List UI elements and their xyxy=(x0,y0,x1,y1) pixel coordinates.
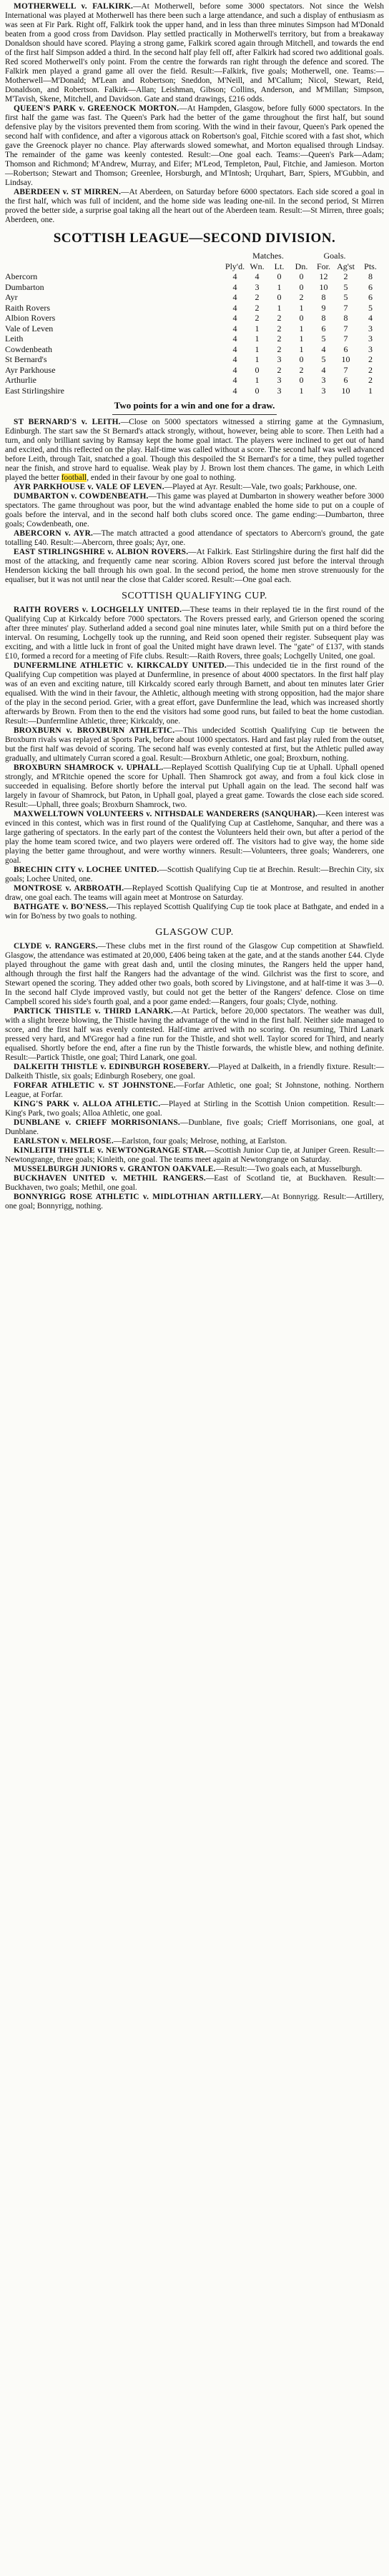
match-report-body: —Played at Ayr. Result:—Vale, two goals; Parkhouse, one. xyxy=(164,483,358,491)
stat-cell: 8 xyxy=(321,292,326,302)
stat-cell: 4 xyxy=(321,364,326,375)
stat-cell: 5 xyxy=(321,354,326,364)
league-row xyxy=(5,375,384,386)
col-played: Ply'd. xyxy=(225,261,245,271)
stat-cell: 4 xyxy=(232,354,237,364)
divider xyxy=(112,414,277,415)
col-lost: Lt. xyxy=(274,261,285,271)
stat-cell: 5 xyxy=(343,281,348,292)
stat-cell: 4 xyxy=(255,271,260,281)
match-report-body: —Close on 5000 spectators witnessed a stirring game at the Gymnasium, Edinburgh. The start saw the St Bernard's attack strongly, without, however, being able to score. Then Leith had a turn, and only brilliant saving by Ramsay kept the home goal intact. The players were inclined to get out of hand and excited, and this reflected on the play. Half-time was called without a score. The second half was well advanced before Leith, through Tait, snatched a goal. Though this despoiled the St Bernard's for a time, they pulled together near the finish, and strove hard to equalise. Weak play by J. Brown lost them chances. The game, in which Leith played the better xyxy=(5,418,385,482)
points-note: Two points for a win and one for a draw. xyxy=(114,400,275,411)
stat-cell: 7 xyxy=(343,323,348,334)
second-reports xyxy=(5,418,384,585)
match-report-tail: , ended in their favour by one goal to nothing. xyxy=(87,473,237,482)
match-report xyxy=(5,1081,384,1100)
stat-cell: 0 xyxy=(299,375,304,385)
match-report-body: —The match attracted a good attendance of spectators to Abercorn's ground, the gate totalling £40. Result:—Abercorn, three goals; Ayr, one. xyxy=(5,529,384,547)
stat-cell: 1 xyxy=(255,323,260,334)
match-report-heading: QUEEN'S PARK v. GREENOCK MORTON. xyxy=(14,104,179,113)
match-report-heading: RAITH ROVERS v. LOCHGELLY UNITED. xyxy=(14,606,182,614)
stat-cell: 0 xyxy=(255,364,260,375)
match-report-heading: BUCKHAVEN UNITED v. METHIL RANGERS. xyxy=(14,1174,206,1183)
match-report-body: —This undecided tie in the first round of the Qualifying Cup competition was played at Dunfermline, in presence of about 4000 spectators. In the first half play was of an even and exciting nature, till Kirkcaldy scored early through Barnett, and about ten minutes later Grier equalised. With the wind in their favour, the Athletic, although meeting with strong opposition, had the major share of the play in the second period. Grier, with a great effort, gave Dunfermline the lead, which was increased shortly afterwards by Brown. From then to the end the visitors had some good runs, but failed to beat the home custodian. Result:—Dunfermline Athletic, three; Kirkcaldy, one. xyxy=(5,661,384,726)
match-report-heading: MONTROSE v. ARBROATH. xyxy=(14,884,124,893)
match-report xyxy=(5,529,384,548)
match-report-body: —Earlston, four goals; Melrose, nothing, at Earlston. xyxy=(113,1137,287,1146)
stat-cell: 1 xyxy=(368,385,373,396)
match-report-heading: MOTHERWELL v. FALKIRK. xyxy=(14,2,134,11)
stat-cell: 5 xyxy=(343,292,348,302)
team-name: St Bernard's xyxy=(5,354,47,364)
stat-cell: 1 xyxy=(299,334,304,344)
team-name: Ayr Parkhouse xyxy=(5,364,56,375)
stat-cell: 1 xyxy=(255,344,260,354)
stat-cell: 2 xyxy=(368,354,373,364)
match-report-heading: MAXWELLTOWN VOLUNTEERS v. NITHSDALE WANDERERS (SANQUHAR). xyxy=(14,810,317,818)
match-report-body: —Replayed Scottish Qualifying Cup tie at Montrose, and resulted in another draw, one goal each. The teams will again meet at Montrose on Saturday. xyxy=(5,884,384,902)
match-report xyxy=(5,492,384,529)
league-table-title: SCOTTISH LEAGUE—SECOND DIVISION. xyxy=(53,231,336,246)
stat-cell: 8 xyxy=(343,313,348,323)
match-report-body: —Keen interest was evinced in this contest, which was in first round of the Qualifying Cup at Castlehome, Sanquhar, and there was a large gathering of spectators. In the early part of the contest the Volunteers held their own, but after a period of the play the home team scored twice, and two players were ordered off. The visitors had to give way, the home side playing the better game throughout, and were worthy winners. Result:—Volunteers, three goals; Wanderers, one goal. xyxy=(5,810,384,865)
stat-cell: 8 xyxy=(368,271,373,281)
match-report xyxy=(5,726,384,763)
stat-cell: 4 xyxy=(368,313,373,323)
stat-cell: 0 xyxy=(255,385,260,396)
team-name: Ayr xyxy=(5,292,18,302)
stat-cell: 1 xyxy=(255,334,260,344)
league-table-group-header xyxy=(5,251,384,261)
col-drawn: Dn. xyxy=(295,261,308,271)
goals-header: Goals. xyxy=(323,251,346,261)
match-report-body: —East of Scotland tie, at Buckhaven. Result:—Buckhaven, two goals; Methil, one goal. xyxy=(5,1174,384,1192)
match-report xyxy=(5,104,384,188)
matches-header: Matches. xyxy=(252,251,284,261)
match-report-body: —Forfar Athletic, one goal; St Johnstone, nothing. Northern League, at Forfar. xyxy=(5,1081,384,1099)
stat-cell: 10 xyxy=(341,385,350,396)
stat-cell: 0 xyxy=(299,281,304,292)
match-report-body: —Scottish Qualifying Cup tie at Brechin. Result:—Brechin City, six goals; Lochee United, one. xyxy=(5,866,384,883)
league-row xyxy=(5,282,384,293)
stat-cell: 4 xyxy=(232,302,237,313)
stat-cell: 6 xyxy=(321,323,326,334)
match-report xyxy=(5,1165,384,1174)
team-name: Arthurlie xyxy=(5,375,36,385)
league-row xyxy=(5,365,384,376)
stat-cell: 2 xyxy=(255,313,260,323)
match-report-body: —Replayed Scottish Qualifying Cup tie at Uphall. Uphall opened strongly, and M'Ritchie opened the score for Uphall. Then Shamrock got away, and from a foul kick close in succeeded in equalising. Before shortly before the interval put Uphall again on the lead. The second half was largely in favour of Shamrock, but Paton, in Uphall goal, played a great game. Towards the close each side scored. Result:—Uphall, three goals; Broxburn Shamrock, two. xyxy=(5,763,384,809)
stat-cell: 12 xyxy=(319,271,328,281)
league-row xyxy=(5,324,384,334)
team-name: Leith xyxy=(5,334,24,344)
team-name: Vale of Leven xyxy=(5,323,54,334)
match-report xyxy=(5,1146,384,1165)
match-report xyxy=(5,606,384,661)
stat-cell: 4 xyxy=(232,292,237,302)
stat-cell: 2 xyxy=(255,292,260,302)
stat-cell: 2 xyxy=(368,375,373,385)
match-report-body: —At Falkirk. East Stirlingshire during the first half did the most of the attacking, and frequently came near scoring. Albion Rovers scored just before the interval through Henderson kicking the ball through his own goal. In the second period, the home men strove strenuously for the equaliser, but it was not until near the close that Calder scored. Result:—One goal each. xyxy=(5,548,384,584)
match-report xyxy=(5,483,384,492)
match-report-heading: KINLEITH THISTLE v. NEWTONGRANGE STAR. xyxy=(14,1146,207,1155)
stat-cell: 1 xyxy=(299,385,304,396)
stat-cell: 3 xyxy=(277,375,282,385)
match-report-body: —Played at Dalkeith, in a friendly fixture. Result:—Dalkeith Thistle, six goals; Edinburgh Rosebery, one goal. xyxy=(5,1063,384,1081)
match-report xyxy=(5,2,384,104)
match-report-body: —At Aberdeen, on Saturday before 6000 spectators. Each side scored a goal in the first half, which was full of incident, and the home side was leading one-nil. In the second period, St Mirren proved the better side, a surprise goal taking all the heart out of the Aberdeen team. Result:—St Mirren, three goals; Aberdeen, one. xyxy=(5,188,384,224)
match-report-body: —At Hampden, Glasgow, before fully 6000 spectators. In the first half the game was fast. The Queen's Park had the better of the game throughout the first half, but sound defensive play by the visitors prevented them from scoring. With the wind in their favour, Queen's Park opened the second half with confidence, and after a vigorous attack on Robertson's goal, Fitchie scored with a fast shot, which gave the Greenock player no chance. Play afterwards slowed somewhat, and Morton equalised through Lindsay. The remainder of the game was keenly contested. Result:—One goal each. Teams:—Queen's Park—Adam; Thomson and Richmond; M'Andrew, Murray, and Eifer; M'Leod, Templeton, Paul, Fitchie, and Jamieson. Morton—Robertson; Stewart and Thomson; Greenlee, Horsburgh, and M'Intosh; Urquhart, Barr, Spiers, M'Gubbin, and Lindsay. xyxy=(5,104,384,187)
match-report-body: —Played at Stirling in the Scottish Union competition. Result:—King's Park, two goals; Alloa Athletic, one goal. xyxy=(5,1100,384,1118)
glasgow-cup-title: GLASGOW CUP. xyxy=(155,927,234,938)
match-report xyxy=(5,418,384,483)
stat-cell: 2 xyxy=(368,364,373,375)
stat-cell: 2 xyxy=(299,364,304,375)
stat-cell: 0 xyxy=(277,292,282,302)
match-report-body: —At Partick, before 20,000 spectators. The weather was dull, with a slight breeze blowing, the Thistle having the advantage of the wind in the first half. Neither side managed to score, and the first half was evenly contested. Half-time arrived with no scoring. On resuming, Third Lanark pressed very hard, and M'Gregor had a fine run for the Thistle, and shot well. Taylor scored for Third, and nearly equalised. Shortly before the end, after a fine run by the Thistle forwards, the whistle blew, and nothing definite. Result:—Partick Thistle, one goal; Third Lanark, one goal. xyxy=(5,1007,385,1062)
match-report-body: —This undecided Scottish Qualifying Cup tie between the Broxburn rivals was replayed at Sports Park, before about 1000 spectators. Hard and fast play ruled from the outset, but the first half was devoid of scoring. The second half was evenly contested at first, but the Athletic pulled away gradually, and ultimately Curran scored a goal. Result:—Broxburn Athletic, one goal; Broxburn, nothing. xyxy=(5,726,384,763)
team-name: Albion Rovers xyxy=(5,313,56,323)
league-row xyxy=(5,303,384,314)
match-report-heading: BRECHIN CITY v. LOCHEE UNITED. xyxy=(14,866,159,874)
col-against: Ag'st xyxy=(337,261,355,271)
stat-cell: 7 xyxy=(343,334,348,344)
stat-cell: 1 xyxy=(277,281,282,292)
stat-cell: 1 xyxy=(299,302,304,313)
stat-cell: 4 xyxy=(321,344,326,354)
stat-cell: 0 xyxy=(277,271,282,281)
tail-reports xyxy=(5,1063,384,1211)
match-report xyxy=(5,1007,384,1063)
stat-cell: 0 xyxy=(299,271,304,281)
stat-cell: 6 xyxy=(343,375,348,385)
stat-cell: 2 xyxy=(277,323,282,334)
league-table-column-header xyxy=(5,261,384,272)
match-report xyxy=(5,763,384,810)
stat-cell: 2 xyxy=(277,364,282,375)
match-report-body: —Dunblane, five goals; Crieff Morrisonians, one goal, at Dunblane. xyxy=(5,1118,384,1136)
stat-cell: 0 xyxy=(299,354,304,364)
stat-cell: 3 xyxy=(277,354,282,364)
match-report-body: —These clubs met in the first round of the Glasgow Cup competition at Shawfield. Glasgow, the attendance was estimated at 20,000, £406 being taken at the gate, and at the stands another £44. Clyde played throughout the game with great dash and, until the closing minutes, the Rangers held the upper hand, although through the first half the Rangers had the advantage of the wind. Gilchrist was the first to score, and Stewart opened the scoring. They added other two goals, both scored by Livingstone, and at half-time it was 3—0. In the second half Clyde improved vastly, but could not get the better of the Rangers' defence. Close on time Campbell scored his side's fourth goal, and a poor game ended:—Rangers, four goals; Clyde, nothing. xyxy=(5,942,384,1006)
league-row xyxy=(5,334,384,344)
stat-cell: 4 xyxy=(232,313,237,323)
col-for: For. xyxy=(316,261,330,271)
stat-cell: 0 xyxy=(299,313,304,323)
stat-cell: 1 xyxy=(255,375,260,385)
stat-cell: 3 xyxy=(255,281,260,292)
league-row xyxy=(5,354,384,365)
stat-cell: 4 xyxy=(232,334,237,344)
match-report-body: —This game was played at Dumbarton in showery weather before 3000 spectators. The game throughout was poor, but the wind advantage enabled the home side to put on a couple of goals before the interval, and in the second half both clubs scored once. The game ending:—Dumbarton, three goals; Cowdenbeath, one. xyxy=(5,492,384,528)
qualifying-reports xyxy=(5,606,384,921)
match-report-heading: BROXBURN v. BROXBURN ATHLETIC. xyxy=(14,726,175,735)
top-reports xyxy=(5,2,384,225)
stat-cell: 4 xyxy=(232,323,237,334)
stat-cell: 3 xyxy=(368,344,373,354)
stat-cell: 4 xyxy=(232,375,237,385)
match-report-heading: BONNYRIGG ROSE ATHLETIC v. MIDLOTHIAN ARTILLERY. xyxy=(14,1193,263,1201)
match-report-heading: FORFAR ATHLETIC v. ST JOHNSTONE. xyxy=(14,1081,176,1090)
stat-cell: 2 xyxy=(277,313,282,323)
match-report-body: —Result:—Two goals each, at Musselburgh. xyxy=(215,1165,363,1173)
stat-cell: 1 xyxy=(299,323,304,334)
stat-cell: 4 xyxy=(232,364,237,375)
team-name: Raith Rovers xyxy=(5,302,50,313)
stat-cell: 6 xyxy=(368,281,373,292)
stat-cell: 10 xyxy=(319,281,328,292)
team-name: East Stirlingshire xyxy=(5,385,64,396)
league-row xyxy=(5,292,384,303)
stat-cell: 4 xyxy=(232,281,237,292)
stat-cell: 7 xyxy=(343,302,348,313)
league-row xyxy=(5,313,384,324)
match-report xyxy=(5,903,384,921)
match-report-heading: DALKEITH THISTLE v. EDINBURGH ROSEBERY. xyxy=(14,1063,210,1071)
match-report xyxy=(5,1100,384,1118)
stat-cell: 2 xyxy=(255,302,260,313)
stat-cell: 6 xyxy=(368,292,373,302)
match-report-body: —These teams in their replayed tie in the first round of the Qualifying Cup at Kirkcaldy before 7000 spectators. The Rovers pressed early, and Grierson opened the scoring after three minutes' play. Sutherland added a second goal nine minutes later, while Smith put on a third before the interval. On resuming, Lochgelly took up the running, and Reid soon opened their register. Subsequent play was exciting, and with a little luck in front of goal the United might have drawn level. The "gate" of £137, with stands £10, formed a record for a meeting of Fife clubs. Result:—Raith Rovers, three goals; Lochgelly United, one goal. xyxy=(5,606,384,661)
team-name: Dumbarton xyxy=(5,281,44,292)
match-report-heading: EARLSTON v. MELROSE. xyxy=(14,1137,114,1146)
qualifying-cup-title: SCOTTISH QUALIFYING CUP. xyxy=(122,591,267,601)
team-name: Abercorn xyxy=(5,271,38,281)
stat-cell: 4 xyxy=(232,344,237,354)
stat-cell: 2 xyxy=(299,292,304,302)
match-report xyxy=(5,942,384,1007)
match-report-body: —This replayed Scottish Qualifying Cup tie took place at Bathgate, and ended in a win for Bo'ness by two goals to nothing. xyxy=(5,903,384,921)
match-report-heading: AYR PARKHOUSE v. VALE OF LEVEN. xyxy=(14,483,164,491)
match-report xyxy=(5,1063,384,1081)
stat-cell: 3 xyxy=(321,385,326,396)
match-report xyxy=(5,661,384,726)
team-name: Cowdenbeath xyxy=(5,344,52,354)
stat-cell: 9 xyxy=(321,302,326,313)
stat-cell: 7 xyxy=(343,364,348,375)
match-report-heading: MUSSELBURGH JUNIORS v. GRANTON OAKVALE. xyxy=(14,1165,216,1173)
match-report-heading: KING'S PARK v. ALLOA ATHLETIC. xyxy=(14,1100,161,1108)
col-won: Wn. xyxy=(250,261,265,271)
stat-cell: 2 xyxy=(277,344,282,354)
match-report-body: —At Motherwell, before some 3000 spectators. Not since the Welsh International was played at Motherwell has there been such a large attendance, and such a display of enthusiasm as was seen at Fir Park. Right off, Falkirk took the upper hand, and in less than three minutes Simpson had M'Donald beaten from a good cross from Davidson. Play settled practically in Motherwell's territory, but from a breakaway Donaldson should have scored. Playing a strong game, Falkirk scored again through Mitchell, and towards the end of the first half Simpson added a third. In the second half play fell off, after Falkirk had scored two additional goals. Red scored Motherwell's only point. From the centre the forwards ran right through the defence and scored. The Falkirk men played a grand game all over the field. Result:—Falkirk, five goals; Motherwell, one. Teams:—Motherwell—M'Donald; M'Lean and Robertson; Sneddon, M'Neill, and M'Callum; Nicol, Stewart, Reid, Donaldson, and Robertson. Falkirk—Allan; Leishman, Gibson; Collins, Anderson, and M'Millan; Simpson, M'Tavish, Skene, Mitchell, and Davidson. Gate and stand drawings, £216 odds. xyxy=(5,2,384,104)
match-report-heading: PARTICK THISTLE v. THIRD LANARK. xyxy=(14,1007,173,1016)
match-report-heading: DUNBLANE v. CRIEFF MORRISONIANS. xyxy=(14,1118,180,1127)
stat-cell: 8 xyxy=(321,313,326,323)
glasgow-reports xyxy=(5,942,384,1063)
league-table xyxy=(5,251,384,396)
stat-cell: 4 xyxy=(232,385,237,396)
match-report xyxy=(5,1193,384,1211)
match-report-heading: CLYDE v. RANGERS. xyxy=(14,942,98,951)
match-report xyxy=(5,548,384,585)
match-report xyxy=(5,810,384,866)
stat-cell: 1 xyxy=(277,302,282,313)
match-report xyxy=(5,188,384,225)
match-report xyxy=(5,866,384,884)
match-report-heading: ABERCORN v. AYR. xyxy=(14,529,94,538)
stat-cell: 3 xyxy=(321,375,326,385)
league-row xyxy=(5,344,384,355)
league-row xyxy=(5,386,384,396)
match-report-body: —At Bonnyrigg. Result:—Artillery, one goal; Bonnyrigg, nothing. xyxy=(5,1193,384,1211)
match-report-body: —Scottish Junior Cup tie, at Juniper Green. Result:—Newtongrange, three goals; Kinleith, one goal. The teams meet again at Newtongrange on Saturday. xyxy=(5,1146,384,1164)
match-report-heading: ST BERNARD'S v. LEITH. xyxy=(14,418,121,426)
match-report xyxy=(5,1118,384,1137)
stat-cell: 1 xyxy=(255,354,260,364)
match-report-heading: ABERDEEN v. ST MIRREN. xyxy=(14,188,122,196)
league-row xyxy=(5,271,384,282)
stat-cell: 10 xyxy=(341,354,350,364)
match-report-heading: BATHGATE v. BO'NESS. xyxy=(14,903,109,911)
match-report xyxy=(5,884,384,903)
match-report xyxy=(5,1174,384,1193)
stat-cell: 1 xyxy=(299,344,304,354)
stat-cell: 6 xyxy=(343,344,348,354)
stat-cell: 3 xyxy=(368,334,373,344)
match-report-heading: BROXBURN SHAMROCK v. UPHALL. xyxy=(14,763,164,772)
stat-cell: 5 xyxy=(321,334,326,344)
col-points: Pts. xyxy=(364,261,377,271)
stat-cell: 4 xyxy=(232,271,237,281)
match-report-heading: DUNFERMLINE ATHLETIC v. KIRKCALDY UNITED. xyxy=(14,661,227,670)
stat-cell: 5 xyxy=(368,302,373,313)
match-report-heading: DUMBARTON v. COWDENBEATH. xyxy=(14,492,149,501)
stat-cell: 3 xyxy=(277,385,282,396)
highlighted-word: football xyxy=(61,473,87,482)
match-report xyxy=(5,1137,384,1146)
stat-cell: 3 xyxy=(368,323,373,334)
stat-cell: 2 xyxy=(277,334,282,344)
stat-cell: 2 xyxy=(343,271,348,281)
match-report-heading: EAST STIRLINGSHIRE v. ALBION ROVERS. xyxy=(14,548,189,556)
